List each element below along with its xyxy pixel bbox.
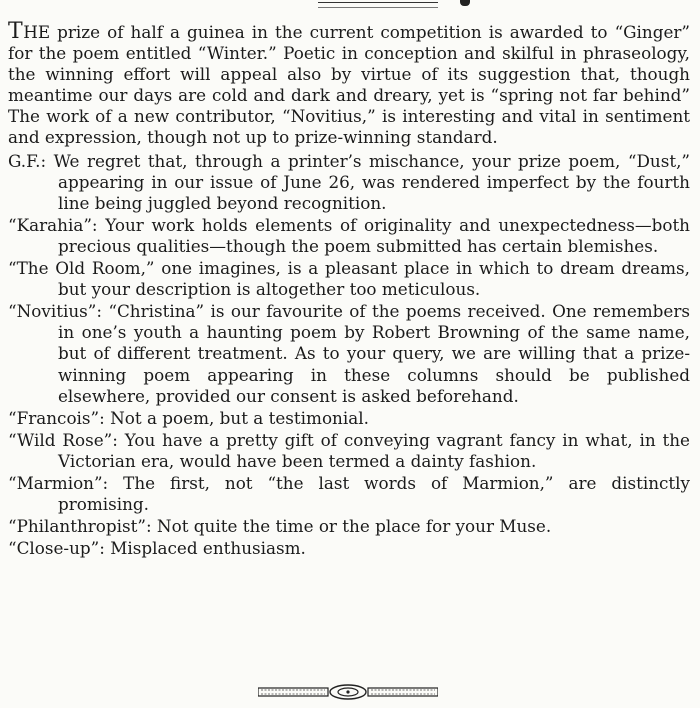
reply-marmion: “Marmion”: The first, not “the last words of Marmion,” are distinctly promising. xyxy=(8,472,690,515)
reply-francois: “Francois”: Not a poem, but a testimonial. xyxy=(8,407,369,428)
reply-philanthropist: “Philanthropist”: Not quite the time or the place for your Muse. xyxy=(8,516,552,537)
reply-gf: G.F.: We regret that, through a printer’s mischance, your prize poem, “Dust,” appearing in our issue of June 26, was rendered imperfect by the fourth line being juggled beyond recognition. xyxy=(8,150,690,213)
reply-karahia: “Karahia”: Your work holds elements of originality and unexpectedness—both precious qualities—though the poem submitted has certain blemishes. xyxy=(8,214,690,256)
header-ornament-fragment xyxy=(460,0,470,6)
prize-announcement-text: HE prize of half a guinea in the current competition is awarded to “Ginger” for the poem entitled “Winter.” Poetic in conception and skilful in phraseology, the winning effort will appeal also by virtue of its suggestion that, though meantime our days are cold and dark and dreary, yet is “spring not far behind” The work of a new contributor, “Novitius,” is interesting and vital in sentiment and expression, though not up to prize-winning standard. xyxy=(8,22,690,148)
correspondence-column xyxy=(8,19,690,560)
end-ornament xyxy=(258,684,438,700)
reply-old-room: “The Old Room,” one imagines, is a pleasant place in which to dream dreams, but your description is altogether too meticulous. xyxy=(8,258,690,300)
reply-novitius: “Novitius”: “Christina” is our favourite of the poems received. One remembers in one’s youth a haunting poem by Robert Browning of the same name, but of different treatment. As to your query, we are willing that a prize-winning poem appearing in these columns should be published elsewhere, provided our consent is asked beforehand. xyxy=(8,301,690,406)
prize-announcement xyxy=(8,19,690,149)
header-rule xyxy=(318,2,438,8)
drop-cap: T xyxy=(8,19,24,44)
reply-wild-rose: “Wild Rose”: You have a pretty gift of conveying vagrant fancy in what, in the Victorian era, would have been termed a dainty fashion. xyxy=(8,429,690,471)
reply-close-up: “Close-up”: Misplaced enthusiasm. xyxy=(8,538,306,559)
